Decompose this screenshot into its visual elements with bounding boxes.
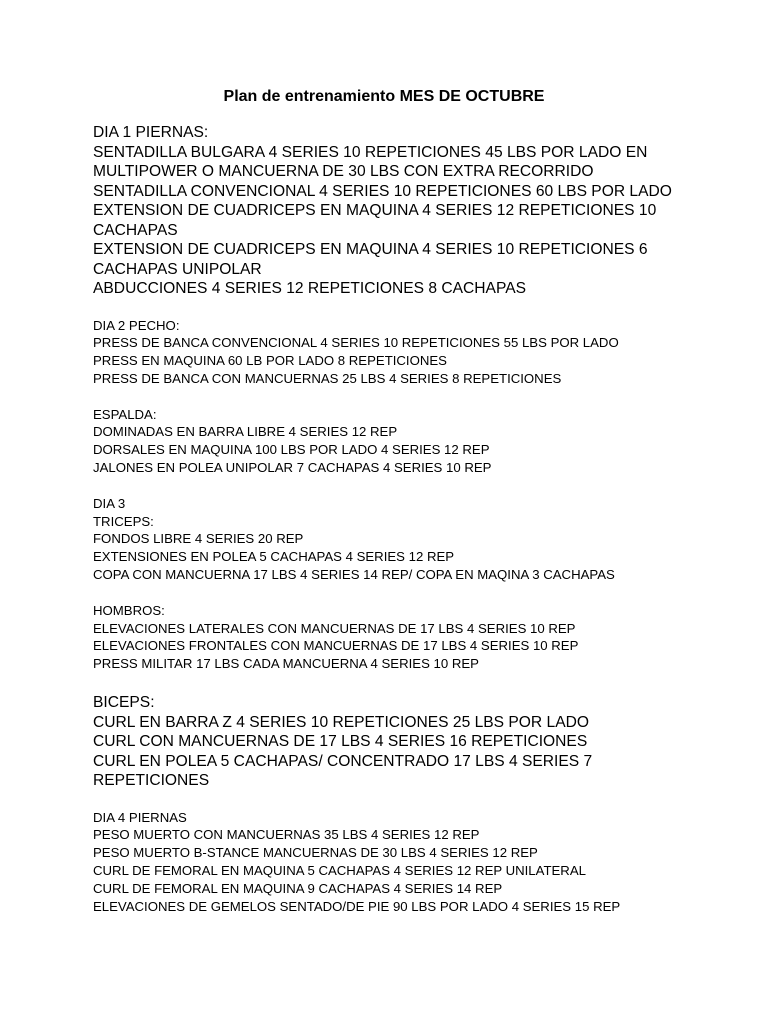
exercise-line: PRESS DE BANCA CON MANCUERNAS 25 LBS 4 SERIES 8 REPETICIONES [93,370,562,386]
section-spacer [93,673,713,693]
section-heading: ESPALDA: [93,406,157,422]
document-title: Plan de entrenamiento MES DE OCTUBRE [223,88,545,105]
section-heading: DIA 3 [93,495,126,511]
section-3 [93,495,713,584]
document-body [93,123,713,915]
exercise-line: TRICEPS: [93,513,154,529]
exercise-line: COPA CON MANCUERNA 17 LBS 4 SERIES 14 REP/ COPA EN MAQINA 3 CACHAPAS [93,567,615,583]
exercise-line: CURL EN POLEA 5 CACHAPAS/ CONCENTRADO 17 LBS 4 SERIES 7 [93,752,593,770]
exercise-line: FONDOS LIBRE 4 SERIES 20 REP [93,531,304,547]
exercise-line: CACHAPAS [93,221,178,239]
section-4 [93,602,713,673]
exercise-line: SENTADILLA CONVENCIONAL 4 SERIES 10 REPETICIONES 60 LBS POR LADO [93,182,672,200]
section-spacer [93,791,713,809]
exercise-line: PRESS DE BANCA CONVENCIONAL 4 SERIES 10 REPETICIONES 55 LBS POR LADO [93,335,619,351]
section-5 [93,693,713,791]
exercise-line: ELEVACIONES FRONTALES CON MANCUERNAS DE 17 LBS 4 SERIES 10 REP [93,638,579,654]
exercise-line: SENTADILLA BULGARA 4 SERIES 10 REPETICIONES 45 LBS POR LADO EN [93,143,648,161]
exercise-line: ABDUCCIONES 4 SERIES 12 REPETICIONES 8 CACHAPAS [93,280,526,297]
exercise-line: CURL DE FEMORAL EN MAQUINA 9 CACHAPAS 4 SERIES 14 REP [93,880,503,896]
exercise-line: EXTENSION DE CUADRICEPS EN MAQUINA 4 SERIES 10 REPETICIONES 6 [93,241,648,258]
section-spacer [93,477,713,495]
exercise-line: CURL EN BARRA Z 4 SERIES 10 REPETICIONES 25 LBS POR LADO [93,713,589,731]
section-heading: BICEPS: [93,694,155,712]
section-1 [93,317,713,388]
exercise-line: CURL CON MANCUERNAS DE 17 LBS 4 SERIES 16 REPETICIONES [93,733,588,751]
exercise-line: PRESS MILITAR 17 LBS CADA MANCUERNA 4 SERIES 10 REP [93,656,479,672]
exercise-line: ELEVACIONES DE GEMELOS SENTADO/DE PIE 90 LBS POR LADO 4 SERIES 15 REP [93,898,621,914]
exercise-line: REPETICIONES [93,772,210,790]
exercise-line: CACHAPAS UNIPOLAR [93,260,262,278]
section-heading: DIA 1 PIERNAS: [93,124,209,141]
section-spacer [93,584,713,602]
exercise-line: DORSALES EN MAQUINA 100 LBS POR LADO 4 SERIES 12 REP [93,442,490,458]
exercise-line: PESO MUERTO B-STANCE MANCUERNAS DE 30 LBS 4 SERIES 12 REP [93,845,538,861]
section-heading: HOMBROS: [93,602,165,618]
section-6 [93,809,713,916]
exercise-line: DOMINADAS EN BARRA LIBRE 4 SERIES 12 REP [93,424,398,440]
section-spacer [93,299,713,317]
exercise-line: PESO MUERTO CON MANCUERNAS 35 LBS 4 SERIES 12 REP [93,827,480,843]
exercise-line: ELEVACIONES LATERALES CON MANCUERNAS DE 17 LBS 4 SERIES 10 REP [93,620,576,636]
exercise-line: PRESS EN MAQUINA 60 LB POR LADO 8 REPETICIONES [93,353,447,369]
exercise-line: EXTENSIONES EN POLEA 5 CACHAPAS 4 SERIES 12 REP [93,549,455,565]
section-heading: DIA 4 PIERNAS [93,809,187,825]
section-2 [93,406,713,477]
exercise-line: EXTENSION DE CUADRICEPS EN MAQUINA 4 SERIES 12 REPETICIONES 10 [93,202,657,219]
exercise-line: MULTIPOWER O MANCUERNA DE 30 LBS CON EXTRA RECORRIDO [93,163,594,180]
section-heading: DIA 2 PECHO: [93,317,180,333]
section-0 [93,123,713,299]
section-spacer [93,388,713,406]
exercise-line: JALONES EN POLEA UNIPOLAR 7 CACHAPAS 4 SERIES 10 REP [93,460,492,476]
exercise-line: CURL DE FEMORAL EN MAQUINA 5 CACHAPAS 4 SERIES 12 REP UNILATERAL [93,862,586,878]
